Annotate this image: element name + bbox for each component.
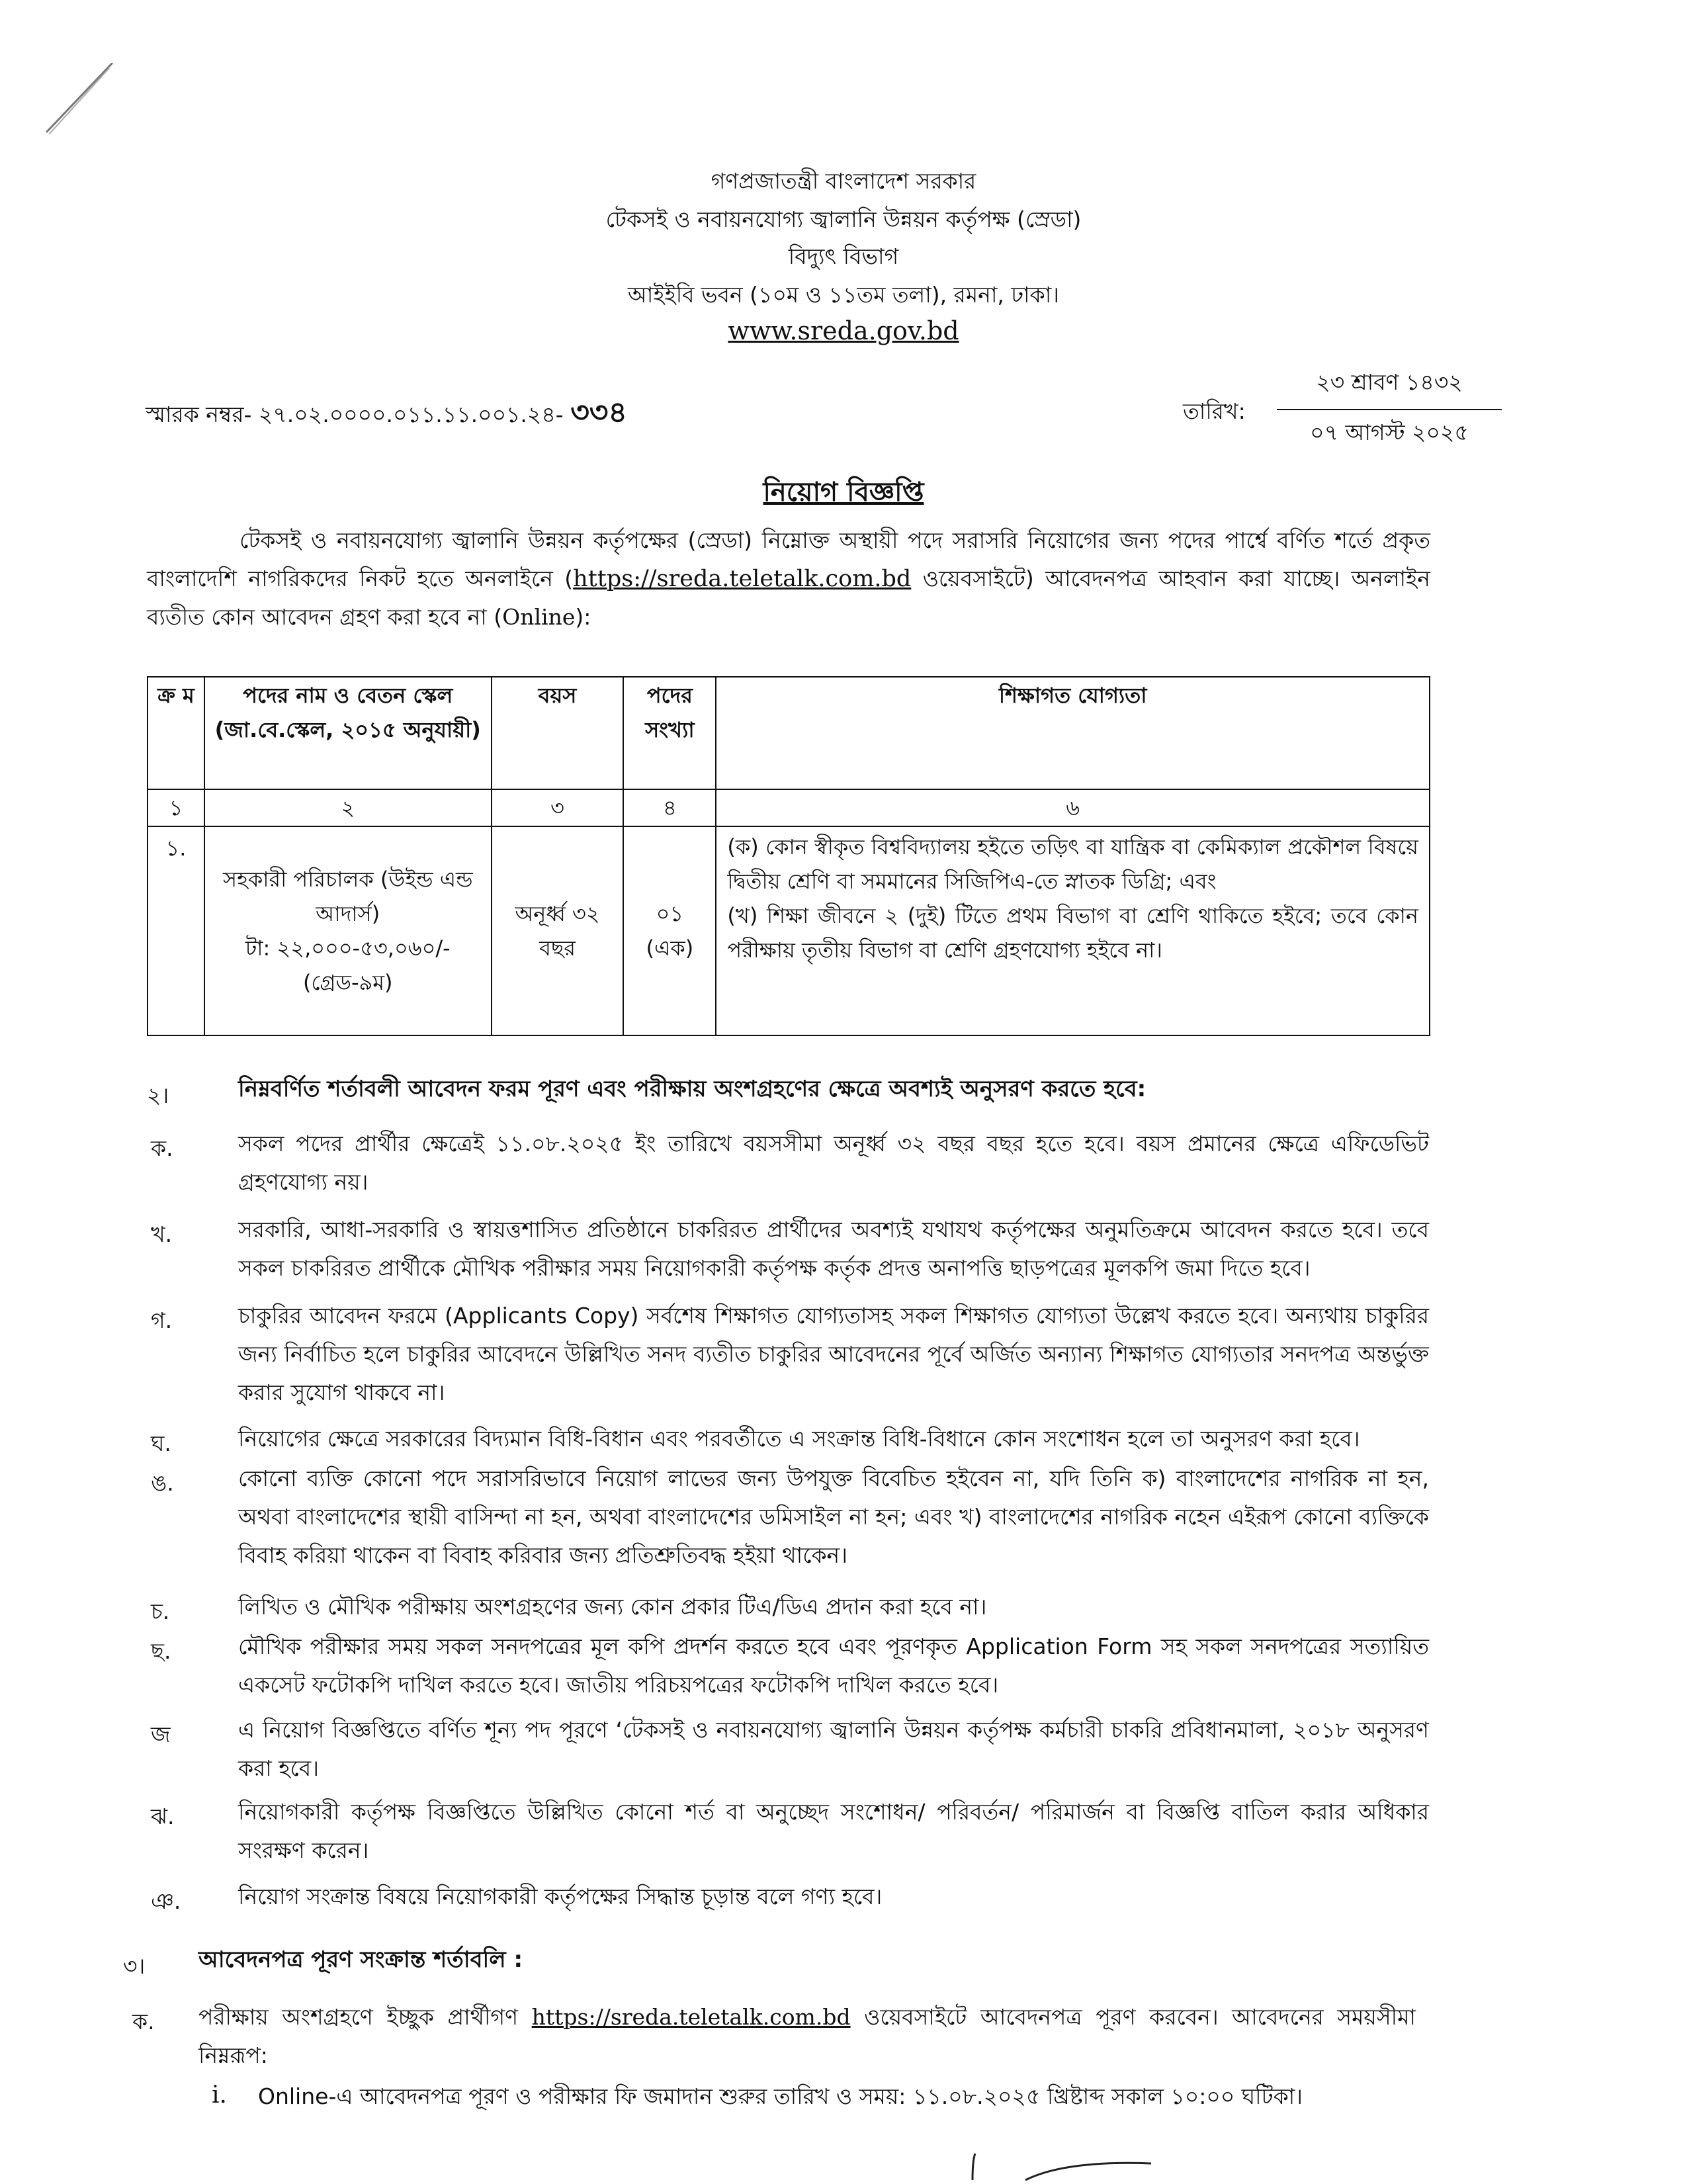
- list-item: নিয়োগের ক্ষেত্রে সরকারের বিদ্যমান বিধি-বিধান এবং পরবর্তীতে এ সংক্রান্ত বিধি-বিধানে কোন সংশোধন হলে তা অনুসরণ করা হবে।: [238, 1426, 1360, 1452]
- list-item-label: ক.: [132, 2009, 155, 2034]
- vacancy-table: [147, 676, 1430, 1036]
- list-item-label: ক.: [151, 1135, 173, 1161]
- list-item-label: ঞ.: [151, 1888, 181, 1914]
- list-item-label: ঙ.: [151, 1470, 174, 1496]
- row-qualification: [716, 826, 1430, 1035]
- row-age: অনূর্ধ্ব ৩২ বছর: [492, 826, 624, 1035]
- table-header-row: [148, 677, 1430, 789]
- post-title: সহকারী পরিচালক (উইন্ড এন্ড আদার্স): [222, 867, 473, 926]
- memo-label: স্মারক নম্বর- ২৭.০২.০০০০.০১১.১১.০০১.২৪-: [146, 402, 564, 427]
- list-item: চাকুরির আবেদন ফরমে (Applicants Copy) সর্বশেষ শিক্ষাগত যোগ্যতাসহ সকল শিক্ষাগত যোগ্যতা উল্লেখ করতে হবে। অন্যথায় চাকুরির জন্য নির্বাচিত হলে চাকুরির আবেদনে উল্লিখিত সনদ ব্যতীত চাকুরির আবেদনের পূর্বে অর্জিত অন্যান্য শিক্ষাগত যোগ্যতার সনদপত্র অন্তর্ভুক্ত করার সুযোগ থাকবে না।: [238, 1303, 1429, 1405]
- col-header-qualification: শিক্ষাগত যোগ্যতা: [716, 677, 1430, 789]
- list-item: পরীক্ষায় অংশগ্রহণে ইচ্ছুক প্রার্থীগণ https://sreda.teletalk.com.bd ওয়েবসাইটে আবেদনপত্র পূরণ করবেন। আবেদনের সময়সীমা নিম্নরূপ:: [198, 2004, 1416, 2068]
- qualification-a: (ক) কোন স্বীকৃত বিশ্ববিদ্যালয় হইতে তড়িৎ বা যান্ত্রিক বা কেমিক্যাল প্রকৌশল বিষয়ে দ্বিতীয় শ্রেণি বা সমমানের সিজিপিএ-তে স্নাতক ডিগ্রি; এবং: [727, 834, 1418, 894]
- sub-item-text: Online-এ আবেদনপত্র পূরণ ও পরীক্ষার ফি জমাদান শুরুর তারিখ ও সময়: ১১.০৮.২০২৫ খ্রিষ্টাব্দ সকাল ১০:০০ ঘটিকা।: [258, 2083, 1303, 2109]
- office-address: আইইবি ভবন (১০ম ও ১১তম তলা), রমনা, ঢাকা।: [627, 282, 1060, 308]
- table-row: [148, 826, 1430, 1035]
- govt-name: গণপ্রজাতন্ত্রী বাংলাদেশ সরকার: [711, 168, 976, 194]
- intro-paragraph: টেকসই ও নবায়নযোগ্য জ্বালানি উন্নয়ন কর্তৃপক্ষের (স্রেডা) নিম্নোক্ত অস্থায়ী পদে সরাসরি নিয়োগের জন্য পদের পার্শ্বে বর্ণিত শর্তে প্রকৃত বাংলাদেশি নাগরিকদের নিকট হতে অনলাইনে (https://sreda.teletalk.com.bd ওয়েবসাইটে) আবেদনপত্র আহবান করা যাচ্ছে। অনলাইন ব্যতীত কোন আবেদন গ্রহণ করা হবে না (Online):: [147, 527, 1430, 630]
- page-title: নিয়োগ বিজ্ঞপ্তি: [763, 477, 924, 507]
- table-index-row: ১ ২ ৩ ৪ ৬: [148, 789, 1430, 826]
- website-wrap: [0, 314, 1687, 349]
- section3-heading: আবেদনপত্র পূরণ সংক্রান্ত শর্তাবলি :: [198, 1946, 523, 1973]
- col-header-post: পদের নাম ও বেতন স্কেল (জা.বে.স্কেল, ২০১৫ অনুযায়ী): [204, 677, 492, 789]
- division-name: বিদ্যুৎ বিভাগ: [788, 243, 899, 269]
- date-bangla: ২৩ শ্রাবণ ১৪৩২: [1277, 365, 1502, 410]
- section2-heading: নিম্নবর্ণিত শর্তাবলী আবেদন ফরম পূরণ এবং পরীক্ষায় অংশগ্রহণের ক্ষেত্রে অবশ্যই অনুসরণ করতে হবে:: [238, 1076, 1146, 1102]
- list-item: সরকারি, আধা-সরকারি ও স্বায়ত্তশাসিত প্রতিষ্ঠানে চাকরিরত প্রার্থীদের অবশ্যই যথাযথ কর্তৃপক্ষের অনুমতিক্রমে আবেদন করতে হবে। তবে সকল চাকরিরত প্রার্থীকে মৌখিক পরীক্ষার সময় নিয়োগকারী কর্তৃপক্ষ কর্তৃক প্রদত্ত অনাপত্তি ছাড়পত্রের মূলকপি জমা দিতে হবে।: [238, 1217, 1429, 1281]
- date-label: তারিখ:: [1183, 398, 1246, 424]
- signature-scribble: [966, 2147, 1164, 2184]
- list-item: নিয়োগ সংক্রান্ত বিষয়ে নিয়োগকারী কর্তৃপক্ষের সিদ্ধান্ত চূড়ান্ত বলে গণ্য হবে।: [238, 1884, 883, 1909]
- list-item-label: গ.: [151, 1307, 173, 1333]
- list-item-label: খ.: [151, 1221, 173, 1247]
- teletalk-link-2[interactable]: https://sreda.teletalk.com.bd: [531, 2004, 851, 2030]
- list-item-label: ছ.: [151, 1638, 171, 1664]
- list-item: সকল পদের প্রার্থীর ক্ষেত্রেই ১১.০৮.২০২৫ ইং তারিখে বয়সসীমা অনূর্ধ্ব ৩২ বছর বছর হতে হবে। বয়স প্রমানের ক্ষেত্রে এফিডেভিট গ্রহণযোগ্য নয়।: [238, 1131, 1429, 1195]
- section2-number: ২।: [147, 1082, 169, 1108]
- memo-handwritten-number: ৩৩৪: [570, 396, 627, 429]
- post-salary: টা: ২২,০০০-৫৩,০৬০/-: [245, 936, 451, 961]
- post-grade: (গ্রেড-৯ম): [302, 970, 393, 995]
- section3-number: ৩।: [123, 1953, 146, 1979]
- list-item: কোনো ব্যক্তি কোনো পদে সরাসরিভাবে নিয়োগ লাভের জন্য উপযুক্ত বিবেচিত হইবেন না, যদি তিনি ক) বাংলাদেশের নাগরিক না হন, অথবা বাংলাদেশের স্থায়ী বাসিন্দা না হন, অথবা বাংলাদেশের ডমিসাইল না হন; এবং খ) বাংলাদেশের নাগরিক নহেন এইরূপ কোনো ব্যক্তিকে বিবাহ করিয়া থাকেন বা বিবাহ করিবার জন্য প্রতিশ্রুতিবদ্ধ হইয়া থাকেন।: [238, 1465, 1429, 1568]
- list-item-label: চ.: [151, 1598, 170, 1624]
- row-count: ০১ (এক): [623, 826, 716, 1035]
- col-header-count: পদের সংখ্যা: [623, 677, 716, 789]
- row-serial: ১.: [148, 826, 204, 1035]
- list-item-label: জ: [151, 1722, 171, 1747]
- row-post: [204, 826, 492, 1035]
- list-item-label: ঘ.: [151, 1430, 171, 1456]
- list-item: মৌখিক পরীক্ষার সময় সকল সনদপত্রের মূল কপি প্রদর্শন করতে হবে এবং পূরণকৃত Application Form সহ সকল সনদপত্রের সত্যায়িত একসেট ফটোকপি দাখিল করতে হবে। জাতীয় পরিচয়পত্রের ফটোকপি দাখিল করতে হবে।: [238, 1634, 1429, 1698]
- sub-item-label: i.: [212, 2081, 227, 2109]
- col-header-serial: ক্র ম: [148, 677, 204, 789]
- list-item: নিয়োগকারী কর্তৃপক্ষ বিজ্ঞপ্তিতে উল্লিখিত কোনো শর্ত বা অনুচ্ছেদ সংশোধন/ পরিবর্তন/ পরিমার্জন বা বিজ্ঞপ্তি বাতিল করার অধিকার সংরক্ষণ করেন।: [238, 1799, 1429, 1863]
- list-item: এ নিয়োগ বিজ্ঞপ্তিতে বর্ণিত শূন্য পদ পূরণে ‘টেকসই ও নবায়নযোগ্য জ্বালানি উন্নয়ন কর্তৃপক্ষ কর্মচারী চাকরি প্রবিধানমালা, ২০১৮ অনুসরণ করা হবে।: [238, 1717, 1429, 1781]
- authority-name: টেকসই ও নবায়নযোগ্য জ্বালানি উন্নয়ন কর্তৃপক্ষ (স্রেডা): [605, 206, 1082, 232]
- qualification-b: (খ) শিক্ষা জীবনে ২ (দুই) টিতে প্রথম বিভাগ বা শ্রেণি থাকিতে হইবে; তবে কোন পরীক্ষায় তৃতীয় বিভাগ বা শ্রেণি গ্রহণযোগ্য হইবে না।: [727, 903, 1418, 963]
- memo-number: [146, 390, 627, 439]
- teletalk-link[interactable]: https://sreda.teletalk.com.bd: [573, 566, 912, 592]
- col-header-age: বয়স: [492, 677, 624, 789]
- date-english: ০৭ আগস্ট ২০২৫: [1310, 419, 1469, 445]
- pen-mark-scribble: [40, 63, 119, 155]
- list-item: লিখিত ও মৌখিক পরীক্ষায় অংশগ্রহণের জন্য কোন প্রকার টিএ/ডিএ প্রদান করা হবে না।: [238, 1594, 987, 1620]
- list-item-label: ঝ.: [151, 1804, 175, 1829]
- website-link[interactable]: www.sreda.gov.bd: [728, 316, 959, 345]
- date-block: [1277, 365, 1502, 453]
